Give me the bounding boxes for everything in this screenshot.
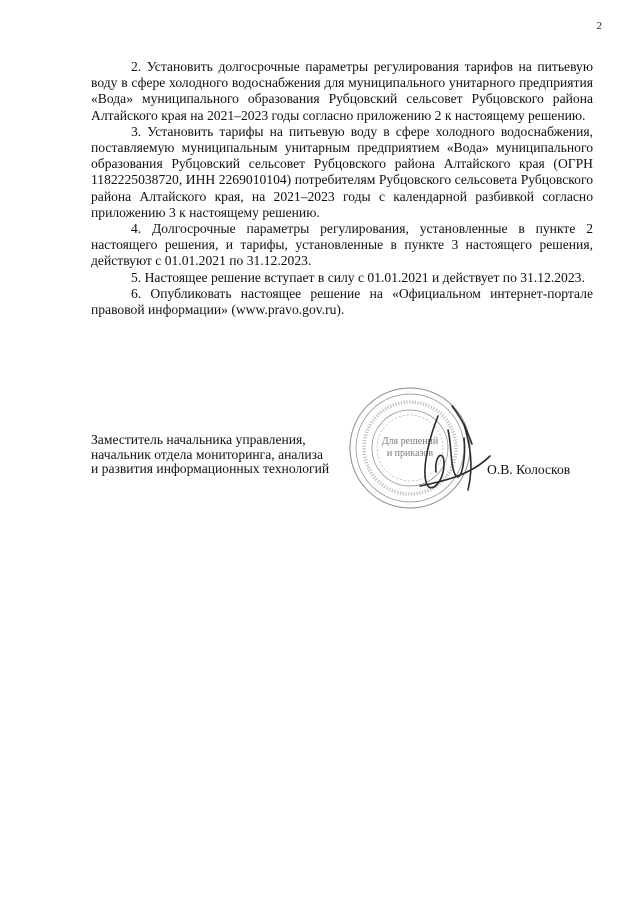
paragraph-4: 4. Долгосрочные параметры регулирования, установленные в пункте 2 настоящего решения, и тарифы, установленные в пункте 3 настоящего решения, действуют с 01.01.2021 по 31.12.2023. bbox=[91, 221, 593, 269]
paragraph-2: 2. Установить долгосрочные параметры регулирования тарифов на питьевую воду в сфере холодного водоснабжения для муниципального унитарного предприятия «Вода» муниципального образования Рубцовский сельсовет Рубцовского района Алтайского края на 2021–2023 годы согласно приложению 2 к настоящему решению. bbox=[91, 59, 593, 123]
signatory-position bbox=[91, 433, 401, 477]
signatory-name: О.В. Колосков bbox=[487, 462, 571, 477]
paragraph-6: 6. Опубликовать настоящее решение на «Официальном интернет-портале правовой информации» (www.pravo.gov.ru). bbox=[91, 285, 593, 318]
document-body bbox=[91, 59, 593, 318]
stamp-inner-text-1: Для решений bbox=[381, 436, 439, 447]
signatory-position-line-1: Заместитель начальника управления, bbox=[91, 432, 306, 447]
paragraph-3: 3. Установить тарифы на питьевую воду в сфере холодного водоснабжения, поставляемую муниципальным унитарным предприятием «Вода» муниципального образования Рубцовский сельсовет Рубцовского района Алтайского края (ОГРН 1182225038720, ИНН 2269010104) потребителям Рубцовского сельсовета Рубцовского района Алтайского края, на 2021–2023 годы с календарной разбивкой согласно приложению 3 к настоящему решению. bbox=[91, 123, 593, 220]
signatory-position-line-3: и развития информационных технологий bbox=[91, 461, 330, 477]
page-number: 2 bbox=[596, 20, 602, 32]
signatory-position-line-2: начальник отдела мониторинга, анализа bbox=[91, 446, 324, 462]
paragraph-5: 5. Настоящее решение вступает в силу с 01.01.2021 и действует по 31.12.2023. bbox=[131, 269, 585, 285]
stamp-inner-text-2: и приказов bbox=[386, 448, 434, 459]
